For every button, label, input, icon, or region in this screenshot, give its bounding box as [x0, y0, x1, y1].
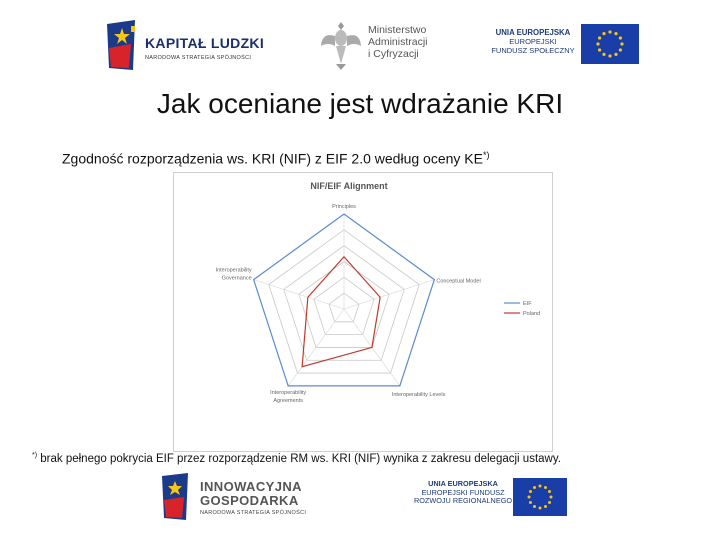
axis-label: Principles [332, 204, 356, 210]
slide-title: Jak oceniane jest wdrażanie KRI [156, 88, 564, 119]
eu-flag-icon [581, 24, 639, 64]
footnote-mark: *) [32, 452, 38, 459]
ue-efs-text [488, 28, 578, 55]
eu-star [550, 496, 553, 499]
slide-subtitle [62, 150, 489, 167]
grid-spoke [344, 280, 434, 309]
eu-star [598, 48, 601, 51]
ue-efrr-line1: UNIA EUROPEJSKA [428, 479, 498, 488]
eu-star [544, 505, 547, 508]
eu-star [598, 36, 601, 39]
axis-label: Interoperability [215, 267, 252, 274]
innowacyjna-gospodarka-name [200, 480, 302, 508]
innowacyjna-gospodarka-tagline: NARODOWA STRATEGIA SPÓJNOŚCI [200, 510, 307, 516]
kapital-ludzki-emblem-icon [105, 18, 143, 72]
ue-efrr-logo [405, 474, 570, 524]
eu-star [529, 490, 532, 493]
axis-label: Governance [221, 275, 252, 282]
ue-efs-line3: FUNDUSZ SPOŁECZNY [491, 46, 575, 55]
grid-spoke [254, 280, 344, 309]
eu-star [619, 48, 622, 51]
innowacyjna-gospodarka-emblem-icon [160, 472, 196, 522]
eu-star [596, 42, 599, 45]
axis-label: Interoperability Levels [391, 391, 446, 398]
ig-line2: GOSPODARKA [200, 493, 299, 508]
ue-efrr-text [413, 480, 513, 506]
ue-efrr-line2: EUROPEJSKI FUNDUSZ [421, 487, 505, 497]
legend-label: Poland [523, 311, 541, 317]
ministry-line1: Ministerstwo [368, 24, 427, 36]
eu-star [548, 501, 551, 504]
radar-chart-container [173, 172, 553, 452]
ministry-name [368, 24, 428, 60]
subtitle-text: Zgodność rozporządzenia ws. KRI (NIF) z EIF 2.0 według oceny KE [62, 150, 483, 167]
ue-efs-logo [486, 18, 646, 70]
ue-efs-line2: EUROPEJSKI [509, 37, 557, 46]
eagle-emblem-icon [318, 16, 364, 72]
eu-star [528, 496, 531, 499]
eu-star [544, 486, 547, 489]
eu-star [602, 53, 605, 56]
eu-star [620, 42, 623, 45]
ministry-line2: Administracji [368, 36, 428, 48]
eu-star [539, 485, 542, 488]
ue-efs-line1: UNIA EUROPEJSKA [495, 28, 571, 37]
eu-star [619, 36, 622, 39]
axis-label: Agreements [273, 397, 303, 404]
axis-label: Conceptual Model [436, 278, 481, 285]
footnote-text: brak pełnego pokrycia EIF przez rozporządzenie RM ws. KRI (NIF) wynika z zakresu delegacji ustawy. [37, 452, 561, 465]
eu-star [539, 507, 542, 510]
subtitle-footnote-mark: *) [482, 150, 490, 160]
footnote [32, 452, 561, 465]
eu-star [533, 486, 536, 489]
ministry-logo [318, 14, 458, 76]
legend-label: EIF [523, 301, 532, 307]
ministry-line3: i Cyfryzacji [368, 48, 419, 60]
innowacyjna-gospodarka-logo [160, 472, 330, 524]
eu-star [602, 32, 605, 35]
ig-line1: INNOWACYJNA [200, 479, 302, 494]
chart-title: NIF/EIF Alignment [310, 181, 388, 191]
eu-flag-icon [513, 478, 567, 516]
eu-star [614, 53, 617, 56]
eu-star [608, 30, 611, 33]
eu-star [614, 32, 617, 35]
kapital-ludzki-name: KAPITAŁ LUDZKI [145, 35, 265, 51]
kapital-ludzki-tagline: NARODOWA STRATEGIA SPÓJNOŚCI [145, 55, 252, 61]
axis-label: Interoperability [270, 389, 307, 396]
ue-efrr-line3: ROZWOJU REGIONALNEGO [413, 496, 513, 506]
eu-star [548, 490, 551, 493]
radar-chart [174, 173, 552, 451]
kapital-ludzki-logo [105, 18, 265, 72]
eu-star [529, 501, 532, 504]
eu-star [533, 505, 536, 508]
eu-star [608, 54, 611, 57]
